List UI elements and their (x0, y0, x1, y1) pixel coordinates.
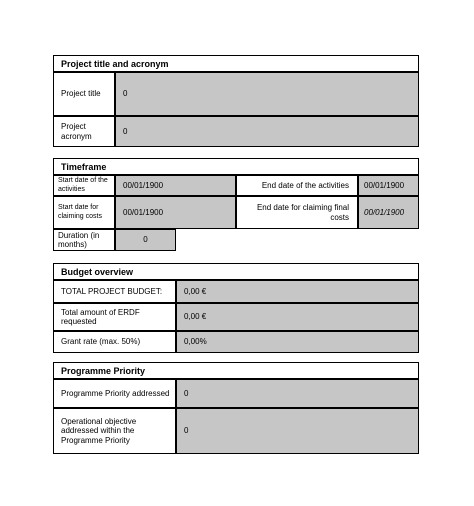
priority-section-header: Programme Priority (53, 362, 419, 379)
project-title-field[interactable]: 0 (115, 72, 419, 116)
priority-addressed-label: Programme Priority addressed (53, 379, 176, 408)
claiming-dates-row (53, 196, 419, 229)
timeframe-section (53, 158, 419, 251)
end-claiming-label: End date for claiming final costs (236, 196, 358, 229)
total-budget-row (53, 280, 419, 303)
operational-objective-row (53, 408, 419, 454)
project-acronym-field[interactable]: 0 (115, 116, 419, 147)
end-activities-field[interactable]: 00/01/1900 (358, 175, 419, 196)
grant-rate-label: Grant rate (max. 50%) (53, 331, 176, 353)
total-budget-field[interactable]: 0,00 € (176, 280, 419, 303)
operational-objective-label: Operational objective addressed within the Programme Priority (53, 408, 176, 454)
project-title-label: Project title (53, 72, 115, 116)
timeframe-section-header: Timeframe (53, 158, 419, 175)
priority-addressed-row (53, 379, 419, 408)
project-section-header: Project title and acronym (53, 55, 419, 72)
end-claiming-field[interactable]: 00/01/1900 (358, 196, 419, 229)
budget-section (53, 263, 419, 353)
budget-section-header: Budget overview (53, 263, 419, 280)
start-activities-field[interactable]: 00/01/1900 (115, 175, 236, 196)
grant-rate-row (53, 331, 419, 353)
erdf-label: Total amount of ERDF requested (53, 303, 176, 331)
activities-dates-row (53, 175, 419, 196)
project-section (53, 55, 419, 147)
duration-field[interactable]: 0 (115, 229, 176, 251)
operational-objective-field[interactable]: 0 (176, 408, 419, 454)
start-activities-label: Start date of the activities (53, 175, 115, 196)
project-title-row (53, 72, 419, 116)
erdf-row (53, 303, 419, 331)
priority-addressed-field[interactable]: 0 (176, 379, 419, 408)
duration-row (53, 229, 176, 251)
grant-rate-field[interactable]: 0,00% (176, 331, 419, 353)
total-budget-label: TOTAL PROJECT BUDGET: (53, 280, 176, 303)
start-claiming-field[interactable]: 00/01/1900 (115, 196, 236, 229)
end-activities-label: End date of the activities (236, 175, 358, 196)
erdf-field[interactable]: 0,00 € (176, 303, 419, 331)
priority-section (53, 362, 419, 454)
start-claiming-label: Start date for claiming costs (53, 196, 115, 229)
project-acronym-row (53, 116, 419, 147)
duration-label: Duration (in months) (53, 229, 115, 251)
project-acronym-label: Project acronym (53, 116, 115, 147)
